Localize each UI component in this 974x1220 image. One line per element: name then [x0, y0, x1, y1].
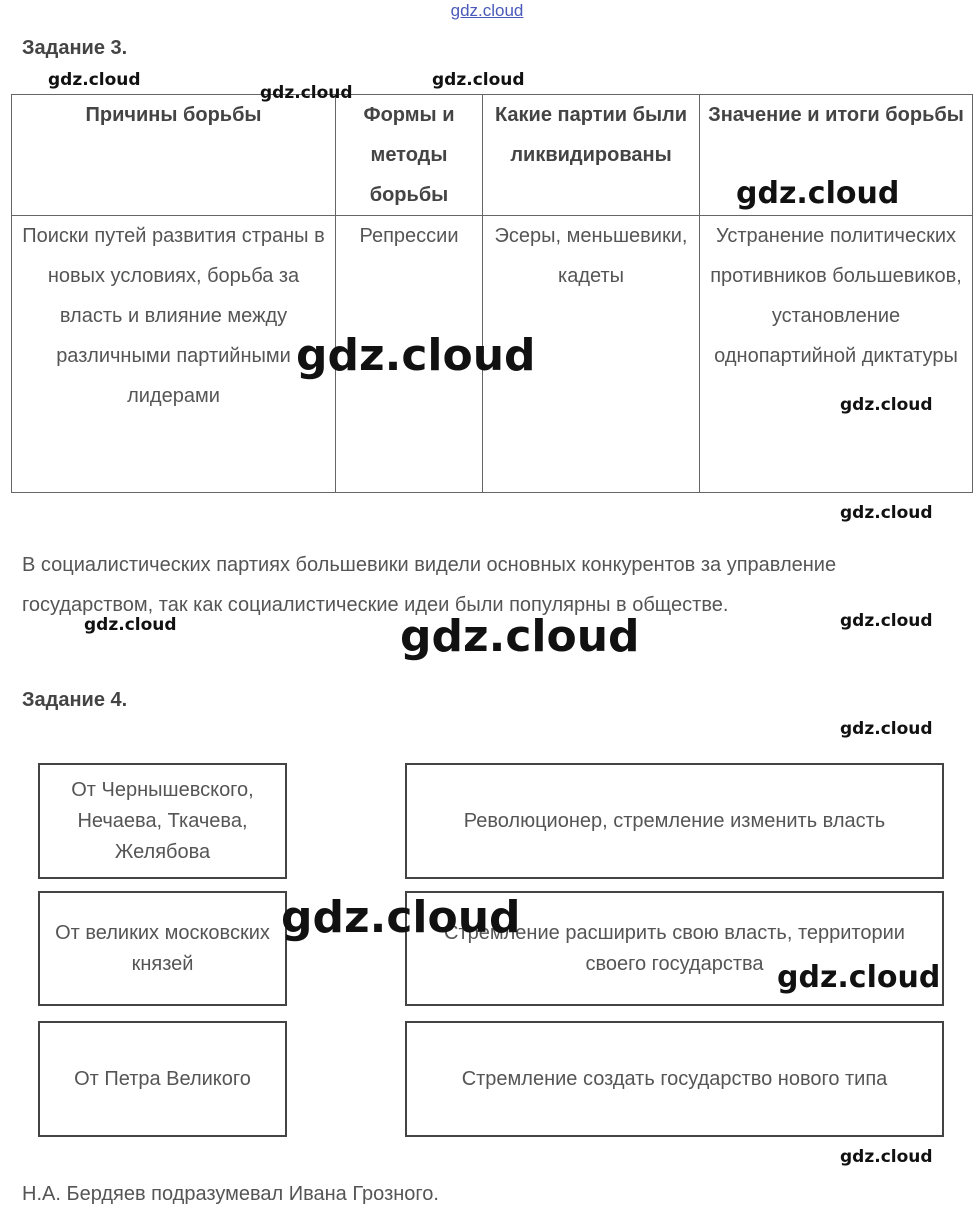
watermark: gdz.cloud [840, 395, 933, 415]
match-left-2: От великих московских князей [38, 891, 287, 1006]
watermark: gdz.cloud [840, 1147, 933, 1167]
watermark: gdz.cloud [432, 70, 525, 90]
watermark: gdz.cloud [777, 960, 941, 995]
task4-answer: Н.А. Бердяев подразумевал Ивана Грозного. [22, 1183, 439, 1205]
task4-title: Задание 4. [22, 689, 128, 711]
task3-answer: В социалистических партиях большевики видели основных конкурентов за управление государством, так как социалистические идеи были популярны в обществе. [22, 554, 837, 616]
watermark: gdz.cloud [48, 70, 141, 90]
watermark: gdz.cloud [840, 719, 933, 739]
match-right-1: Революционер, стремление изменить власть [405, 763, 944, 879]
watermark: gdz.cloud [84, 615, 177, 635]
watermark: gdz.cloud [260, 83, 353, 103]
match-right-2: Стремление расширить свою власть, территории своего государства [405, 891, 944, 1006]
header-parties: Какие партии были ликвидированы [483, 95, 700, 216]
match-left-3: От Петра Великого [38, 1021, 287, 1137]
header-results: Значение и итоги борьбы [700, 95, 973, 216]
header-methods: Формы и методы борьбы [336, 95, 483, 216]
watermark: gdz.cloud [400, 611, 640, 662]
header-causes: Причины борьбы [12, 95, 336, 216]
cell-methods: Репрессии [336, 216, 483, 493]
task3-title: Задание 3. [22, 37, 128, 59]
site-link[interactable]: gdz.cloud [450, 1, 524, 20]
watermark: gdz.cloud [281, 892, 521, 943]
watermark: gdz.cloud [840, 611, 933, 631]
watermark: gdz.cloud [296, 330, 536, 381]
match-left-1: От Чернышевского, Нечаева, Ткачева, Желябова [38, 763, 287, 879]
cell-causes: Поиски путей развития страны в новых условиях, борьба за власть и влияние между различными партийными лидерами [12, 216, 336, 493]
match-right-3: Стремление создать государство нового типа [405, 1021, 944, 1137]
watermark: gdz.cloud [736, 176, 900, 211]
task3-table [11, 94, 973, 493]
cell-parties: Эсеры, меньшевики, кадеты [483, 216, 700, 493]
watermark: gdz.cloud [840, 503, 933, 523]
cell-results: Устранение политических противников большевиков, установление однопартийной диктатуры [700, 216, 973, 493]
